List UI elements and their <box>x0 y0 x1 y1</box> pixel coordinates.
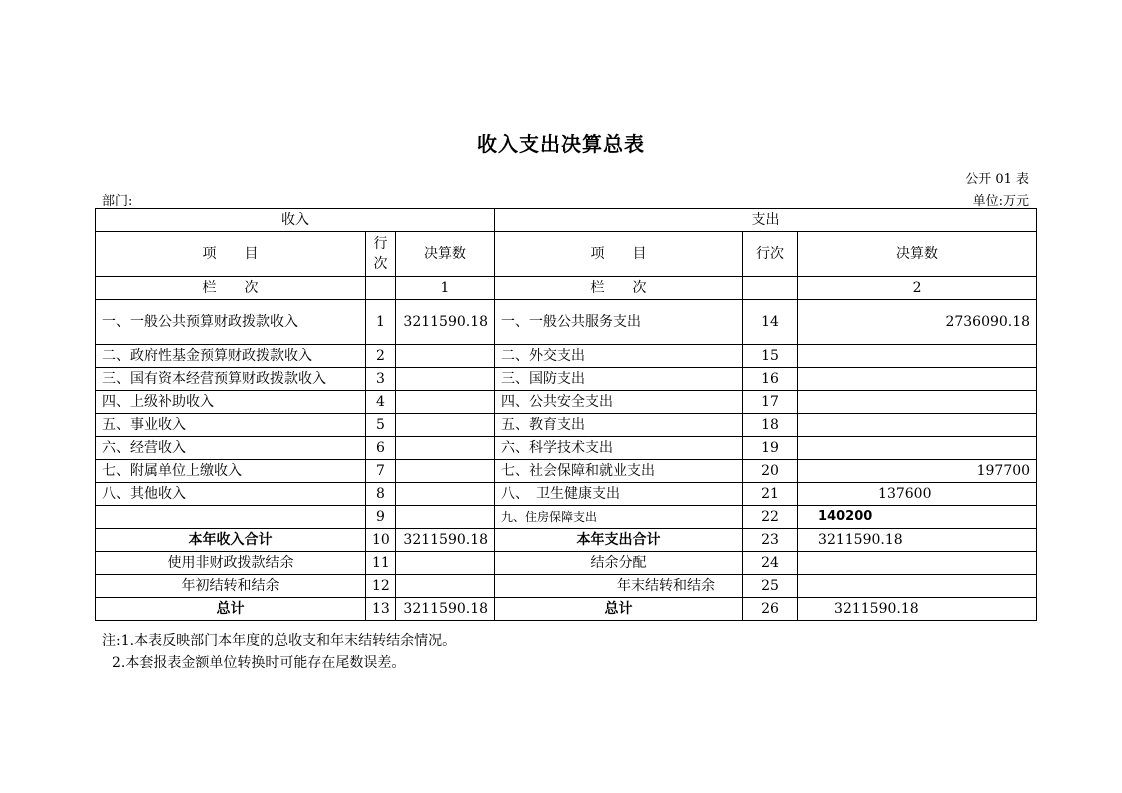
total-row <box>96 575 1037 598</box>
income-line-no: 7 <box>366 460 396 483</box>
expense-line-no: 23 <box>743 529 798 552</box>
expense-amount <box>798 437 1037 460</box>
expense-amount: 137600 <box>798 483 1037 506</box>
income-column-label: 栏 次 <box>96 277 366 300</box>
note-1: 注:1.本表反映部门本年度的总收支和年末结转结余情况。 <box>102 633 457 649</box>
income-section-header: 收入 <box>96 209 495 232</box>
table-row <box>96 483 1037 506</box>
column-number-row <box>96 277 1037 300</box>
income-total-label: 年初结转和结余 <box>96 575 366 598</box>
expense-line-no: 21 <box>743 483 798 506</box>
table-row <box>96 414 1037 437</box>
expense-line-no: 18 <box>743 414 798 437</box>
income-total-label: 本年收入合计 <box>96 529 366 552</box>
income-amount: 3211590.18 <box>396 300 495 345</box>
income-line-no: 12 <box>366 575 396 598</box>
income-item: 一、一般公共预算财政拨款收入 <box>96 300 366 345</box>
income-line-no: 1 <box>366 300 396 345</box>
income-line-no: 5 <box>366 414 396 437</box>
unit-label: 单位:万元 <box>972 194 1029 209</box>
expense-line-no: 22 <box>743 506 798 529</box>
table-row <box>96 368 1037 391</box>
notes <box>102 630 456 674</box>
expense-line-no: 16 <box>743 368 798 391</box>
page-title: 收入支出决算总表 <box>477 132 645 156</box>
expense-item: 一、一般公共服务支出 <box>495 300 743 345</box>
table-row <box>96 506 1037 529</box>
expense-grand-total-amount: 3211590.18 <box>798 598 1037 621</box>
grand-total-row <box>96 598 1037 621</box>
expense-line-no: 20 <box>743 460 798 483</box>
expense-item: 二、外交支出 <box>495 345 743 368</box>
income-amount <box>396 460 495 483</box>
expense-line-no: 15 <box>743 345 798 368</box>
income-line-no-header <box>366 232 396 277</box>
expense-line-no-header: 行次 <box>743 232 798 277</box>
expense-line-no: 25 <box>743 575 798 598</box>
expense-grand-total-label: 总计 <box>495 598 743 621</box>
section-header-row <box>96 209 1037 232</box>
expense-amount <box>798 414 1037 437</box>
expense-line-no: 14 <box>743 300 798 345</box>
expense-item: 五、教育支出 <box>495 414 743 437</box>
income-line-no: 9 <box>366 506 396 529</box>
income-amount <box>396 483 495 506</box>
expense-line-no: 26 <box>743 598 798 621</box>
expense-amount <box>798 391 1037 414</box>
income-line-no: 13 <box>366 598 396 621</box>
expense-item: 九、住房保障支出 <box>495 506 743 529</box>
note-2: 2.本套报表金额单位转换时可能存在尾数误差。 <box>112 655 406 671</box>
table-row <box>96 345 1037 368</box>
income-item: 二、政府性基金预算财政拨款收入 <box>96 345 366 368</box>
income-amount <box>396 368 495 391</box>
expense-item: 三、国防支出 <box>495 368 743 391</box>
income-grand-total-amount: 3211590.18 <box>396 598 495 621</box>
department-label: 部门: <box>102 194 133 209</box>
table-row <box>96 300 1037 345</box>
empty-cell <box>743 277 798 300</box>
line-no-char-1: 行 <box>373 236 388 252</box>
expense-line-no: 17 <box>743 391 798 414</box>
table-row <box>96 460 1037 483</box>
expense-item: 六、科学技术支出 <box>495 437 743 460</box>
expense-line-no: 19 <box>743 437 798 460</box>
table-row <box>96 391 1037 414</box>
income-item <box>96 506 366 529</box>
expense-total-label: 本年支出合计 <box>495 529 743 552</box>
income-amount <box>396 414 495 437</box>
income-item-header: 项 目 <box>96 232 366 277</box>
income-item: 六、经营收入 <box>96 437 366 460</box>
income-line-no: 6 <box>366 437 396 460</box>
income-item: 八、其他收入 <box>96 483 366 506</box>
expense-column-label: 栏 次 <box>495 277 743 300</box>
line-no-char-2: 次 <box>373 256 388 272</box>
income-item: 三、国有资本经营预算财政拨款收入 <box>96 368 366 391</box>
expense-item: 八、 卫生健康支出 <box>495 483 743 506</box>
final-accounts-table <box>95 208 1037 621</box>
income-column-number: 1 <box>396 277 495 300</box>
income-amount <box>396 391 495 414</box>
income-item: 七、附属单位上缴收入 <box>96 460 366 483</box>
empty-cell <box>366 277 396 300</box>
expense-item: 七、社会保障和就业支出 <box>495 460 743 483</box>
expense-amount-header: 决算数 <box>798 232 1037 277</box>
income-amount: 3211590.18 <box>396 529 495 552</box>
income-line-no: 10 <box>366 529 396 552</box>
income-amount <box>396 345 495 368</box>
income-line-no: 3 <box>366 368 396 391</box>
income-amount-header: 决算数 <box>396 232 495 277</box>
income-line-no: 2 <box>366 345 396 368</box>
table-row <box>96 437 1037 460</box>
expense-amount: 197700 <box>798 460 1037 483</box>
expense-amount <box>798 575 1037 598</box>
form-number: 公开 01 表 <box>965 172 1029 187</box>
income-total-label: 使用非财政拨款结余 <box>96 552 366 575</box>
income-amount <box>396 575 495 598</box>
expense-total-label: 年末结转和结余 <box>495 575 743 598</box>
income-line-no: 4 <box>366 391 396 414</box>
income-amount <box>396 552 495 575</box>
income-item: 四、上级补助收入 <box>96 391 366 414</box>
expense-amount: 140200 <box>798 506 1037 529</box>
income-grand-total-label: 总计 <box>96 598 366 621</box>
expense-column-number: 2 <box>798 277 1037 300</box>
expense-amount: 2736090.18 <box>798 300 1037 345</box>
expense-amount: 3211590.18 <box>798 529 1037 552</box>
income-line-no: 11 <box>366 552 396 575</box>
income-amount <box>396 506 495 529</box>
expense-total-label: 结余分配 <box>495 552 743 575</box>
expense-amount <box>798 552 1037 575</box>
income-amount <box>396 437 495 460</box>
expense-amount <box>798 345 1037 368</box>
total-row <box>96 529 1037 552</box>
expense-line-no: 24 <box>743 552 798 575</box>
expense-amount <box>798 368 1037 391</box>
expense-section-header: 支出 <box>495 209 1037 232</box>
income-item: 五、事业收入 <box>96 414 366 437</box>
column-header-row <box>96 232 1037 277</box>
income-line-no: 8 <box>366 483 396 506</box>
expense-item: 四、公共安全支出 <box>495 391 743 414</box>
total-row <box>96 552 1037 575</box>
expense-item-header: 项 目 <box>495 232 743 277</box>
